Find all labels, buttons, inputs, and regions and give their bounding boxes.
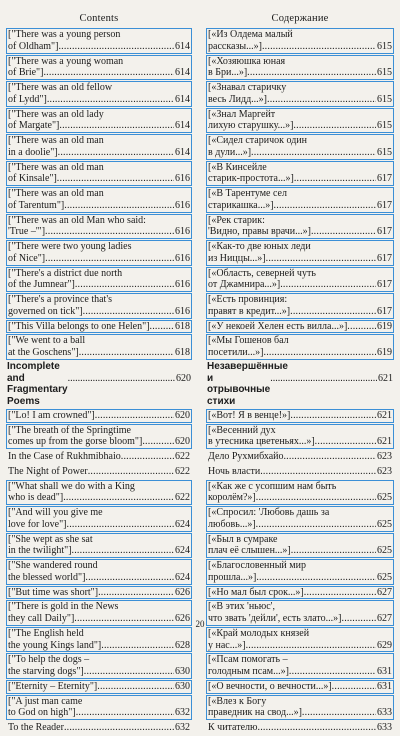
- page-ref: 630: [175, 680, 190, 692]
- entry-title-line: старик-простота...»]: [208, 173, 294, 185]
- entry-title-line: [«Псам помогать –: [208, 654, 288, 666]
- toc-entry: [6, 586, 192, 600]
- page-ref: 621: [377, 409, 392, 421]
- entry-title-line: 'True –'"]: [8, 226, 46, 238]
- toc-entry: [6, 334, 192, 360]
- dot-leader: [290, 306, 376, 318]
- entry-title-line: [«Спросил: 'Любовь дашь за: [208, 507, 330, 518]
- page-ref: 621: [378, 372, 393, 384]
- page-ref: 615: [377, 120, 392, 132]
- toc-entry: [206, 293, 394, 319]
- toc-entry: [6, 695, 192, 721]
- page-ref: 618: [175, 320, 190, 332]
- page-ref: 616: [175, 173, 190, 185]
- toc-entry: [6, 480, 192, 506]
- entry-title-line: ["There was an old man: [8, 135, 104, 146]
- entry-title-line: Незавершённые: [207, 360, 288, 372]
- dot-leader: [262, 41, 376, 53]
- page-ref: 616: [175, 279, 190, 291]
- page-ref: 614: [175, 120, 190, 132]
- toc-entry: [6, 320, 192, 334]
- entry-title-line: ["There was an old Man who said:: [8, 214, 146, 226]
- entry-title-line: [«В Тарентуме сел: [208, 188, 287, 199]
- dot-leader: [315, 436, 376, 448]
- toc-entry: [206, 267, 394, 293]
- entry-title-line: [«О вечности, о вечности...»]: [208, 680, 332, 692]
- dot-leader: [98, 587, 174, 599]
- page-ref: 629: [377, 639, 392, 651]
- dot-leader: [75, 279, 174, 291]
- dot-leader: [83, 306, 174, 318]
- page-ref: 617: [377, 173, 392, 185]
- entry-title-line: To the Reader: [8, 722, 64, 733]
- toc-entry: [6, 214, 192, 240]
- toc-entry: [206, 108, 394, 134]
- entry-title-line: of Nice"]: [8, 252, 46, 264]
- entry-title-line: ["A just man came: [8, 695, 83, 707]
- entry-title-line: ["There was a young person: [8, 29, 121, 40]
- entry-title-line: ["There was an old fellow: [8, 82, 113, 93]
- entry-title-line: to God on high"]: [8, 707, 76, 719]
- entry-title-line: [«Благословенный мир: [208, 560, 306, 571]
- entry-title-line: рассказы...»]: [208, 40, 262, 52]
- entry-title-line: of Tarentum"]: [8, 199, 65, 211]
- dot-leader: [79, 347, 174, 359]
- entry-title-line: The Night of Power: [8, 465, 88, 477]
- dot-leader: [274, 200, 376, 212]
- page-ref: 617: [377, 305, 392, 317]
- toc-entry: [6, 187, 192, 213]
- page-ref: 614: [175, 40, 190, 52]
- dot-leader: [142, 436, 174, 448]
- entry-title-line: лихую старушку...»]: [208, 120, 294, 132]
- entry-title-line: у нас...»]: [208, 639, 246, 651]
- entry-title-line: [«В Кинсейле: [208, 161, 267, 173]
- toc-entry: [206, 55, 394, 81]
- entry-title-line: the blessed world"]: [8, 571, 86, 583]
- entry-title-line: в дули...»]: [208, 146, 252, 158]
- toc-entry: [206, 81, 394, 107]
- page-ref: 633: [377, 707, 392, 719]
- entry-title-line: ["She wept as she sat: [8, 533, 93, 545]
- toc-entry: [206, 334, 394, 360]
- page-ref: 617: [377, 226, 392, 238]
- dot-leader: [260, 466, 376, 478]
- entry-title-line: [«Хозяюшка юная: [208, 55, 286, 67]
- entry-title-line: [«Из Олдема малый: [208, 29, 293, 40]
- entry-title-line: the starving dogs"]: [8, 666, 84, 677]
- page-ref: 616: [175, 226, 190, 238]
- page-ref: 615: [377, 40, 392, 52]
- page-ref: 620: [175, 409, 190, 421]
- entry-title-line: 'Видно, правы врачи...»]: [208, 226, 311, 238]
- toc-entry: [6, 559, 192, 585]
- entry-title-line: праведник на свод...»]: [208, 707, 302, 719]
- entry-title-line: ["There is gold in the News: [8, 601, 119, 613]
- entry-title-line: в Бри...»]: [208, 67, 248, 79]
- entry-title-line: [«В этих 'ньюс',: [208, 601, 275, 613]
- entry-title-line: [«Рек старик:: [208, 214, 265, 226]
- dot-leader: [57, 173, 174, 185]
- dot-leader: [63, 492, 174, 504]
- page-ref: 617: [377, 279, 392, 291]
- entry-title-line: ["What shall we do with a King: [8, 480, 135, 492]
- entry-title-line: [«Знал Маргейт: [208, 108, 276, 120]
- toc-entry: [6, 108, 192, 134]
- entry-title-line: [«Был в сумраке: [208, 533, 278, 545]
- toc-entry: [6, 424, 192, 450]
- entry-title-line: [«Знавал старичку: [208, 82, 287, 93]
- entry-title-line: посетили...»]: [208, 347, 264, 358]
- entry-title-line: Ночь власти: [208, 465, 261, 477]
- page-ref: 624: [175, 518, 190, 530]
- dot-leader: [311, 226, 376, 238]
- entry-title-line: из Ниццы...»]: [208, 252, 266, 264]
- dot-leader: [58, 147, 174, 159]
- page-ref: 616: [175, 305, 190, 317]
- entry-title-line: прошла...»]: [208, 571, 257, 583]
- entry-title-line: of Oldham"]: [8, 40, 59, 52]
- entry-title-line: в утесника цветеньях...»]: [208, 436, 315, 448]
- dot-leader: [59, 120, 174, 132]
- entry-title-line: [«Влез к Богу: [208, 695, 267, 707]
- dot-leader: [68, 373, 175, 385]
- entry-title-line: [«Вот! Я в венце!»]: [208, 409, 291, 421]
- toc-entry: [206, 586, 394, 600]
- entry-title-line: in the twilight"]: [8, 545, 72, 557]
- page-ref: 626: [175, 586, 190, 598]
- entry-title-line: in a doolie"]: [8, 146, 58, 158]
- page-ref: 615: [377, 93, 392, 105]
- toc-entry: [206, 627, 394, 653]
- entry-title-line: of Kinsale"]: [8, 173, 57, 185]
- page-ref: 632: [175, 722, 190, 733]
- toc-entry: [206, 134, 394, 160]
- entry-title-line: comes up from the gorse bloom"]: [8, 436, 143, 448]
- entry-title-line: плач её слышен...»]: [208, 545, 291, 557]
- page-ref: 621: [377, 436, 392, 448]
- page-ref: 632: [175, 707, 190, 719]
- page-ref: 616: [175, 199, 190, 211]
- dot-leader: [332, 681, 376, 693]
- page-ref: 627: [377, 613, 392, 624]
- dot-leader: [64, 722, 174, 734]
- page-ref: 631: [377, 666, 392, 677]
- dot-leader: [347, 321, 376, 333]
- page-ref: 622: [175, 492, 190, 504]
- page-ref: 633: [377, 722, 392, 733]
- toc-entry: [206, 533, 394, 559]
- dot-leader: [101, 640, 174, 652]
- dot-leader: [43, 67, 174, 79]
- entry-title-line: любовь...»]: [208, 518, 256, 530]
- entry-title-line: of Brie"]: [8, 67, 44, 79]
- entry-title-line: [«Сидел старичок один: [208, 135, 307, 146]
- toc-entry: [206, 695, 394, 721]
- page-ref: 617: [377, 199, 392, 211]
- entry-title-line: at the Goschens"]: [8, 347, 79, 358]
- page-ref: 623: [377, 451, 392, 462]
- entry-title-line: [«Но мал был срок...»]: [208, 586, 304, 598]
- dot-leader: [47, 94, 174, 106]
- dot-leader: [256, 492, 376, 504]
- toc-entry: [6, 465, 192, 479]
- toc-entry: [6, 267, 192, 293]
- toc-entry: [206, 559, 394, 585]
- page-ref: 626: [175, 613, 190, 624]
- toc-entry: [206, 450, 394, 464]
- dot-leader: [45, 253, 174, 265]
- page-ref: 615: [377, 146, 392, 158]
- page-ref: 630: [175, 666, 190, 677]
- soderzhanie-heading: Содержание: [271, 13, 329, 24]
- page-ref: 623: [377, 465, 392, 477]
- toc-entry: [206, 680, 394, 694]
- entry-title-line: [«Мы Гошенов бал: [208, 335, 289, 347]
- toc-entry: [206, 187, 394, 213]
- entry-title-line: королём?»]: [208, 492, 256, 504]
- page-ref: 631: [377, 680, 392, 692]
- entry-title-line: who is dead"]: [8, 492, 64, 504]
- dot-leader: [251, 147, 376, 159]
- dot-leader: [76, 707, 174, 719]
- entry-title-line: [«Как-то две юных леди: [208, 241, 311, 252]
- toc-entry: [6, 506, 192, 532]
- toc-entry: [206, 28, 394, 54]
- entry-title-line: [«Есть провинция:: [208, 294, 288, 305]
- dot-leader: [95, 410, 174, 422]
- dot-leader: [258, 722, 377, 734]
- toc-entry: [6, 240, 192, 266]
- toc-entry: [6, 134, 192, 160]
- dot-leader: [85, 572, 174, 584]
- entry-title-line: ["And will you give me: [8, 507, 103, 518]
- entry-title-line: ["Eternity – Eternity"]: [8, 680, 98, 692]
- page-ref: 614: [175, 67, 190, 79]
- section-title: [206, 361, 394, 408]
- dot-leader: [256, 519, 376, 531]
- dot-leader: [256, 572, 376, 584]
- entry-title-line: К читателю: [208, 722, 258, 733]
- entry-title-line: старикашка...»]: [208, 199, 274, 211]
- contents-heading: Contents: [79, 13, 119, 24]
- page-ref: 618: [175, 347, 190, 358]
- page-ref: 625: [377, 545, 392, 557]
- toc-entry: [6, 161, 192, 187]
- entry-title-line: от Джамнира...»]: [208, 279, 281, 291]
- page-ref: 619: [377, 320, 392, 332]
- entry-title-line: весь Лидд...»]: [208, 93, 267, 105]
- toc-entry: [206, 721, 394, 735]
- entry-title-line: что звать 'дейли', есть злато...»]: [208, 613, 342, 624]
- toc-entry: [6, 28, 192, 54]
- section-title: [6, 361, 192, 408]
- toc-entry: [206, 320, 394, 334]
- toc-entry: [206, 506, 394, 532]
- toc-entry: [206, 424, 394, 450]
- entry-title-line: ["There's a district due north: [8, 267, 123, 279]
- entry-title-line: [«Весенний дух: [208, 424, 276, 436]
- dot-leader: [280, 279, 376, 291]
- dot-leader: [302, 707, 376, 719]
- dot-leader: [291, 545, 376, 557]
- dot-leader: [58, 41, 174, 53]
- dot-leader: [304, 587, 376, 599]
- toc-entry: [6, 653, 192, 679]
- page-ref: 625: [377, 492, 392, 504]
- dot-leader: [266, 253, 376, 265]
- entry-title-line: they call Daily"]: [8, 613, 75, 624]
- page-ref: 620: [175, 436, 190, 448]
- entry-title-line: ["There was an old man: [8, 188, 104, 199]
- page-ref: 624: [175, 571, 190, 583]
- entry-title-line: Дело Рухмибхайо: [208, 451, 284, 462]
- dot-leader: [267, 94, 376, 106]
- entry-title-line: ["We went to a ball: [8, 335, 86, 347]
- page-ref: 628: [175, 639, 190, 651]
- entry-title-line: of Lydd"]: [8, 93, 47, 105]
- entry-title-line: of the Jumnear"]: [8, 279, 75, 291]
- entry-title-line: ["The breath of the Springtime: [8, 424, 131, 436]
- entry-title-line: ["There were two young ladies: [8, 241, 132, 252]
- page-ref: 620: [176, 372, 191, 384]
- page-ref: 617: [377, 252, 392, 264]
- page-ref: 627: [377, 586, 392, 598]
- toc-entry: [6, 293, 192, 319]
- dot-leader: [283, 451, 376, 463]
- page-ref: 625: [377, 571, 392, 583]
- toc-entry: [206, 409, 394, 423]
- page-ref: 614: [175, 93, 190, 105]
- entry-title-line: In the Case of Rukhmibhaio: [8, 451, 121, 462]
- page-ref: 614: [175, 146, 190, 158]
- entry-title-line: ["There was an old lady: [8, 108, 104, 120]
- dot-leader: [45, 226, 174, 238]
- toc-entry: [6, 627, 192, 653]
- toc-entry: [6, 450, 192, 464]
- toc-entry: [206, 214, 394, 240]
- dot-leader: [72, 545, 174, 557]
- dot-leader: [64, 200, 174, 212]
- entry-title-line: ["There's a province that's: [8, 294, 113, 305]
- dot-leader: [247, 67, 376, 79]
- entry-title-line: ["To help the dogs –: [8, 654, 90, 666]
- toc-entry: [6, 533, 192, 559]
- toc-entry: [6, 680, 192, 694]
- entry-title-line: governed on tick"]: [8, 305, 83, 317]
- toc-entry: [206, 240, 394, 266]
- page-ref: 619: [377, 347, 392, 358]
- toc-entry: [6, 721, 192, 735]
- entry-title-line: ["Lo! I am crowned"]: [8, 409, 95, 421]
- entry-title-line: ["The English held: [8, 627, 84, 639]
- toc-entry: [6, 55, 192, 81]
- toc-entry: [6, 409, 192, 423]
- dot-leader: [67, 519, 174, 531]
- entry-title-line: and Fragmentary Poems: [7, 372, 68, 407]
- dot-leader: [84, 666, 174, 678]
- dot-leader: [150, 321, 174, 333]
- entry-title-line: Incomplete: [7, 360, 60, 372]
- dot-leader: [88, 466, 174, 478]
- entry-title-line: love for love"]: [8, 518, 67, 530]
- page-number: 20: [195, 619, 205, 629]
- page-ref: 622: [175, 451, 190, 462]
- toc-entry: [6, 81, 192, 107]
- entry-title-line: ["She wandered round: [8, 560, 98, 571]
- entry-title-line: [«Как же с усопшим нам быть: [208, 480, 337, 492]
- entry-title-line: голодным псам...»]: [208, 666, 289, 677]
- entry-title-line: [«Область, северней чуть: [208, 267, 316, 279]
- dot-leader: [97, 681, 174, 693]
- dot-leader: [289, 666, 376, 678]
- entry-title-line: и отрывочные стихи: [207, 372, 271, 407]
- dot-leader: [264, 347, 377, 359]
- entry-title-line: ["But time was short"]: [8, 586, 99, 598]
- dot-leader: [293, 120, 376, 132]
- entry-title-line: ["There was a young woman: [8, 55, 124, 67]
- dot-leader: [246, 640, 376, 652]
- dot-leader: [270, 373, 377, 385]
- page-ref: 616: [175, 252, 190, 264]
- entry-title-line: ["This Villa belongs to one Helen"]: [8, 320, 150, 332]
- page-ref: 624: [175, 545, 190, 557]
- entry-title-line: [«У некоей Хелен есть вилла...»]: [208, 320, 348, 332]
- toc-entry: [206, 465, 394, 479]
- toc-entry: [206, 161, 394, 187]
- entry-title-line: the young Kings land"]: [8, 639, 102, 651]
- page-ref: 625: [377, 518, 392, 530]
- entry-title-line: of Margate"]: [8, 120, 60, 132]
- toc-entry: [206, 480, 394, 506]
- entry-title-line: правят в кредит...»]: [208, 305, 291, 317]
- dot-leader: [121, 451, 174, 463]
- entry-title-line: ["There was an old man: [8, 161, 104, 173]
- page-ref: 615: [377, 67, 392, 79]
- toc-entry: [206, 653, 394, 679]
- dot-leader: [290, 410, 376, 422]
- entry-title-line: [«Край молодых князей: [208, 627, 310, 639]
- page-ref: 622: [175, 465, 190, 477]
- dot-leader: [294, 173, 376, 185]
